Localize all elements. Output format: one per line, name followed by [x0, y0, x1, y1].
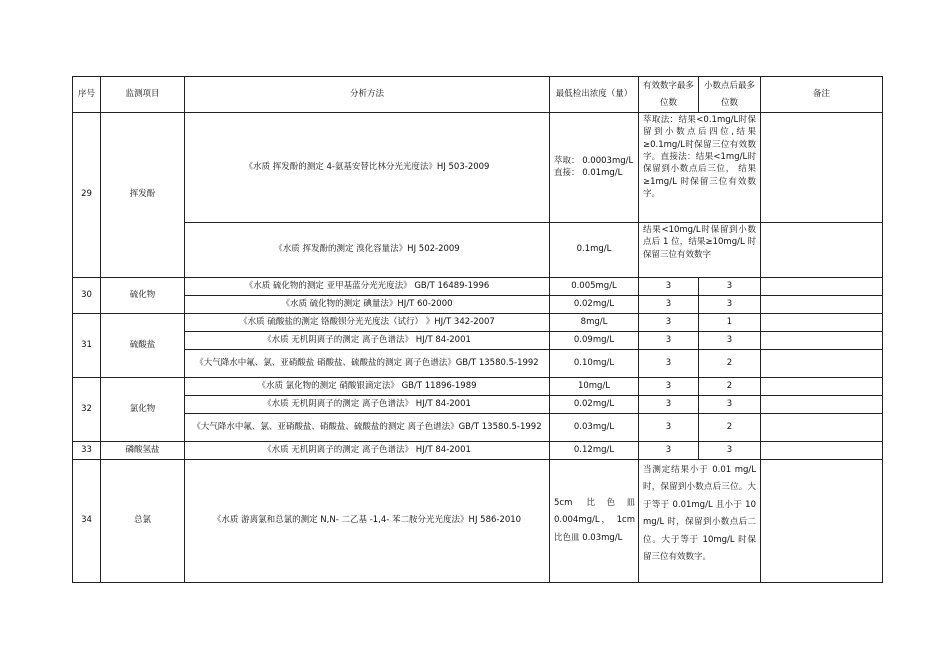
table-row: [73, 442, 883, 460]
remark-cell: [761, 460, 883, 583]
conc-cell: 0.1mg/L: [550, 223, 639, 278]
item-cell: 硫酸盐: [101, 314, 185, 378]
header-seq: 序号: [73, 77, 101, 113]
table-row: [73, 350, 883, 378]
conc-cell: 0.12mg/L: [550, 442, 639, 460]
remark-cell: [761, 278, 883, 296]
table-row: [73, 223, 883, 278]
conc-cell: 0.02mg/L: [550, 296, 639, 314]
remark-cell: [761, 378, 883, 396]
item-cell: 硫化物: [101, 278, 185, 314]
conc-cell: 0.02mg/L: [550, 396, 639, 414]
sig-cell: 3: [639, 278, 699, 296]
table-row: [73, 113, 883, 223]
table-row: [73, 378, 883, 396]
dec-cell: 1: [699, 314, 761, 332]
seq-cell: 33: [73, 442, 101, 460]
conc-cell: 5cm 比色皿 0.004mg/L， 1cm 比色皿 0.03mg/L: [550, 460, 639, 583]
remark-cell: [761, 332, 883, 350]
header-decimals: 小数点后最多位数: [699, 77, 761, 113]
sig-cell: 3: [639, 350, 699, 378]
dec-cell: 2: [699, 378, 761, 396]
seq-cell: 31: [73, 314, 101, 378]
method-cell: 《水质 硫酸盐的测定 铬酸钡分光光度法（试行） 》HJ/T 342-2007: [185, 314, 550, 332]
method-cell: 《水质 硫化物的测定 碘量法》HJ/T 60-2000: [185, 296, 550, 314]
dec-cell: 3: [699, 396, 761, 414]
header-method: 分析方法: [185, 77, 550, 113]
method-cell: 《水质 硫化物的测定 亚甲基蓝分光光度法》 GB/T 16489-1996: [185, 278, 550, 296]
table-row: [73, 296, 883, 314]
remark-cell: [761, 113, 883, 223]
seq-cell: 32: [73, 378, 101, 442]
sig-cell: 3: [639, 396, 699, 414]
table-row: [73, 396, 883, 414]
method-cell: 《水质 挥发酚的测定 4-氨基安替比林分光光度法》HJ 503-2009: [185, 113, 550, 223]
seq-cell: 30: [73, 278, 101, 314]
item-cell: 氯化物: [101, 378, 185, 442]
conc-cell: 0.005mg/L: [550, 278, 639, 296]
conc-cell: 0.10mg/L: [550, 350, 639, 378]
table-row: [73, 314, 883, 332]
conc-cell: 0.03mg/L: [550, 414, 639, 442]
table-row: [73, 460, 883, 583]
dec-cell: 2: [699, 350, 761, 378]
method-cell: 《水质 无机阴离子的测定 离子色谱法》 HJ/T 84-2001: [185, 442, 550, 460]
dec-cell: 3: [699, 296, 761, 314]
dec-cell: 2: [699, 414, 761, 442]
item-cell: 总氯: [101, 460, 185, 583]
table-row: [73, 414, 883, 442]
remark-cell: [761, 414, 883, 442]
sig-cell: 3: [639, 296, 699, 314]
method-cell: 《大气降水中氟、氯、亚硝酸盐、硝酸盐、硫酸盐的测定 离子色谱法》GB/T 13580.5-1992: [185, 414, 550, 442]
table-row: [73, 278, 883, 296]
sig-cell: 3: [639, 414, 699, 442]
seq-cell: 34: [73, 460, 101, 583]
header-min-conc: 最低检出浓度（量）: [550, 77, 639, 113]
header-item: 监测项目: [101, 77, 185, 113]
method-cell: 《水质 无机阴离子的测定 离子色谱法》 HJ/T 84-2001: [185, 332, 550, 350]
conc-cell: 萃取： 0.0003mg/L 直接： 0.01mg/L: [550, 113, 639, 223]
dec-cell: 3: [699, 332, 761, 350]
remark-cell: [761, 314, 883, 332]
dec-cell: 3: [699, 442, 761, 460]
method-cell: 《水质 无机阴离子的测定 离子色谱法》 HJ/T 84-2001: [185, 396, 550, 414]
sig-cell: 3: [639, 442, 699, 460]
item-cell: 挥发酚: [101, 113, 185, 278]
seq-cell: 29: [73, 113, 101, 278]
sig-cell: 3: [639, 332, 699, 350]
method-cell: 《水质 挥发酚的测定 溴化容量法》HJ 502-2009: [185, 223, 550, 278]
conc-cell: 8mg/L: [550, 314, 639, 332]
method-cell: 《水质 游离氯和总氯的测定 N,N- 二乙基 -1,4- 苯二胺分光光度法》HJ 586-2010: [185, 460, 550, 583]
item-cell: 磷酸氢盐: [101, 442, 185, 460]
note-cell: 当测定结果小于 0.01 mg/L 时，保留到小数点后三位。大于等于 0.01mg/L 且小于 10 mg/L 时，保留到小数点后二位。大于等于 10mg/L 时保留三位有效数字。: [639, 460, 761, 583]
remark-cell: [761, 223, 883, 278]
standards-table: [72, 76, 883, 583]
sig-cell: 3: [639, 378, 699, 396]
remark-cell: [761, 442, 883, 460]
method-cell: 《水质 氯化物的测定 硝酸银滴定法》 GB/T 11896-1989: [185, 378, 550, 396]
dec-cell: 3: [699, 278, 761, 296]
header-row: [73, 77, 883, 113]
remark-cell: [761, 396, 883, 414]
note-cell: 萃取法：结果<0.1mg/L时保留到小数点后四位,结果≥0.1mg/L时保留三位有效数字。直接法：结果<1mg/L时保留到小数点后三位， 结果≥1mg/L 时保留三位有效数字。: [639, 113, 761, 223]
sig-cell: 3: [639, 314, 699, 332]
conc-cell: 0.09mg/L: [550, 332, 639, 350]
header-sig-digits: 有效数字最多位数: [639, 77, 699, 113]
remark-cell: [761, 350, 883, 378]
header-remark: 备注: [761, 77, 883, 113]
conc-cell: 10mg/L: [550, 378, 639, 396]
table-row: [73, 332, 883, 350]
remark-cell: [761, 296, 883, 314]
note-cell: 结果<10mg/L时保留到小数点后 1 位，结果≥10mg/L 时保留三位有效数字: [639, 223, 761, 278]
method-cell: 《大气降水中氟、氯、亚硝酸盐 硝酸盐、硫酸盐的测定 离子色谱法》GB/T 13580.5-1992: [185, 350, 550, 378]
